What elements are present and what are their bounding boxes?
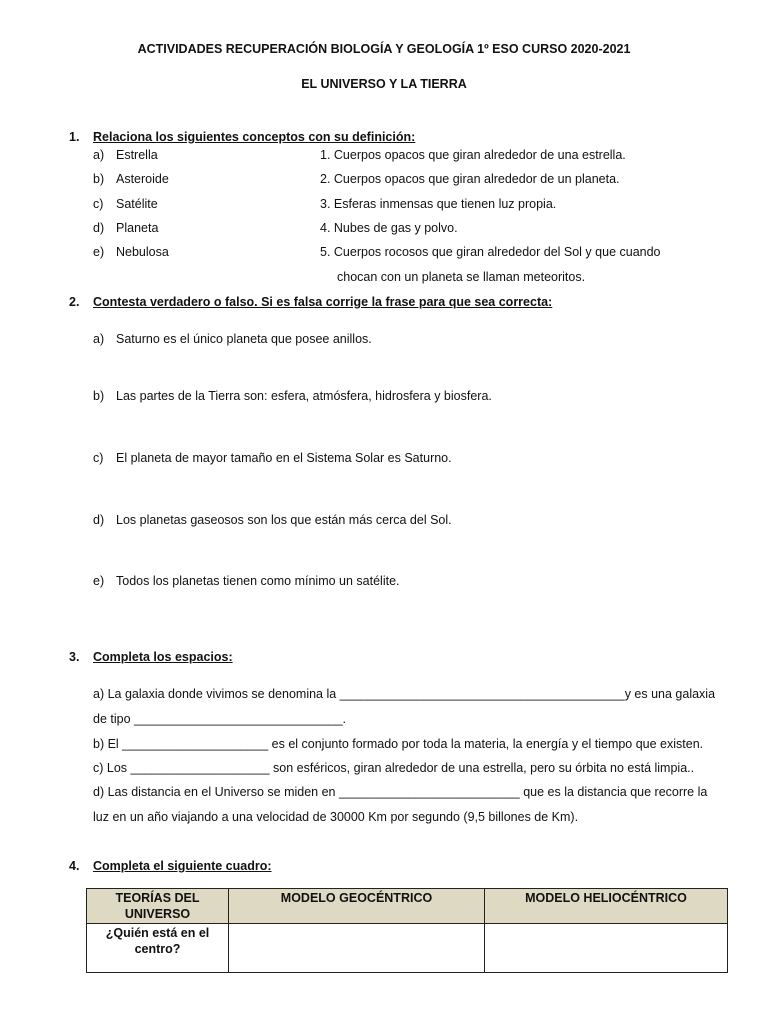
q3-fill-line: c) Los ____________________ son esféricos, giran alrededor de una estrella, pero su órbita no está limpia.. xyxy=(93,761,695,775)
q2-heading: Contesta verdadero o falso. Si es falsa corrige la frase para que sea correcta: xyxy=(93,295,553,309)
q2-statement: El planeta de mayor tamaño en el Sistema Solar es Saturno. xyxy=(116,451,452,465)
q2-statement: Los planetas gaseosos son los que están más cerca del Sol. xyxy=(116,513,452,527)
q1-concept-letter: d) xyxy=(93,221,105,235)
q1-concept-letter: e) xyxy=(93,245,105,259)
q1-definition-continued: chocan con un planeta se llaman meteoritos. xyxy=(337,270,586,284)
q1-concept: Estrella xyxy=(116,148,158,162)
q1-definition: 3. Esferas inmensas que tienen luz propia. xyxy=(320,197,557,211)
q1-concept: Nebulosa xyxy=(116,245,169,259)
q2-item-letter: c) xyxy=(93,451,104,465)
q2-item-letter: b) xyxy=(93,389,105,403)
q1-definition: 5. Cuerpos rocosos que giran alrededor del Sol y que cuando xyxy=(320,245,661,259)
q2-statement: Todos los planetas tienen como mínimo un satélite. xyxy=(116,574,400,588)
q1-definition: 1. Cuerpos opacos que giran alrededor de una estrella. xyxy=(320,148,626,162)
q1-concept: Satélite xyxy=(116,197,158,211)
q1-concept: Planeta xyxy=(116,221,159,235)
q1-concept-letter: b) xyxy=(93,172,105,186)
q1-number: 1. xyxy=(69,130,80,144)
q1-concept-letter: a) xyxy=(93,148,105,162)
q1-heading: Relaciona los siguientes conceptos con su definición: xyxy=(93,130,416,144)
document-title: ACTIVIDADES RECUPERACIÓN BIOLOGÍA Y GEOLOGÍA 1º ESO CURSO 2020-2021 xyxy=(137,42,631,56)
theories-table xyxy=(86,888,728,973)
q1-definition: 4. Nubes de gas y polvo. xyxy=(320,221,458,235)
table-header-row xyxy=(87,889,728,924)
q2-number: 2. xyxy=(69,295,80,309)
table-header-cell: TEORÍAS DEL UNIVERSO xyxy=(87,889,229,924)
q2-statement: Saturno es el único planeta que posee anillos. xyxy=(116,332,372,346)
table-header-cell: MODELO GEOCÉNTRICO xyxy=(229,889,485,924)
q2-item-letter: d) xyxy=(93,513,105,527)
q3-fill-line: luz en un año viajando a una velocidad de 30000 Km por segundo (9,5 billones de Km). xyxy=(93,810,579,824)
table-row-label: ¿Quién está en el centro? xyxy=(87,924,229,973)
q3-fill-line: a) La galaxia donde vivimos se denomina la _________________________________________y es una galaxia xyxy=(93,687,716,701)
q3-number: 3. xyxy=(69,650,80,664)
q1-concept-letter: c) xyxy=(93,197,104,211)
table-answer-cell[interactable] xyxy=(229,924,485,973)
q3-fill-line: b) El _____________________ es el conjunto formado por toda la materia, la energía y el tiempo que existen. xyxy=(93,737,704,751)
table-row xyxy=(87,924,728,973)
q4-number: 4. xyxy=(69,859,80,873)
q1-definition: 2. Cuerpos opacos que giran alrededor de un planeta. xyxy=(320,172,620,186)
q3-fill-line: d) Las distancia en el Universo se miden en __________________________ que es la distancia que recorre la xyxy=(93,785,708,799)
table-header-cell: MODELO HELIOCÉNTRICO xyxy=(485,889,728,924)
q2-statement: Las partes de la Tierra son: esfera, atmósfera, hidrosfera y biosfera. xyxy=(116,389,492,403)
q3-heading: Completa los espacios: xyxy=(93,650,233,664)
q1-concept: Asteroide xyxy=(116,172,169,186)
q4-heading: Completa el siguiente cuadro: xyxy=(93,859,272,873)
document-subtitle: EL UNIVERSO Y LA TIERRA xyxy=(301,77,467,91)
table-answer-cell[interactable] xyxy=(485,924,728,973)
q2-item-letter: a) xyxy=(93,332,105,346)
q2-item-letter: e) xyxy=(93,574,105,588)
q3-fill-line: de tipo ______________________________. xyxy=(93,712,347,726)
